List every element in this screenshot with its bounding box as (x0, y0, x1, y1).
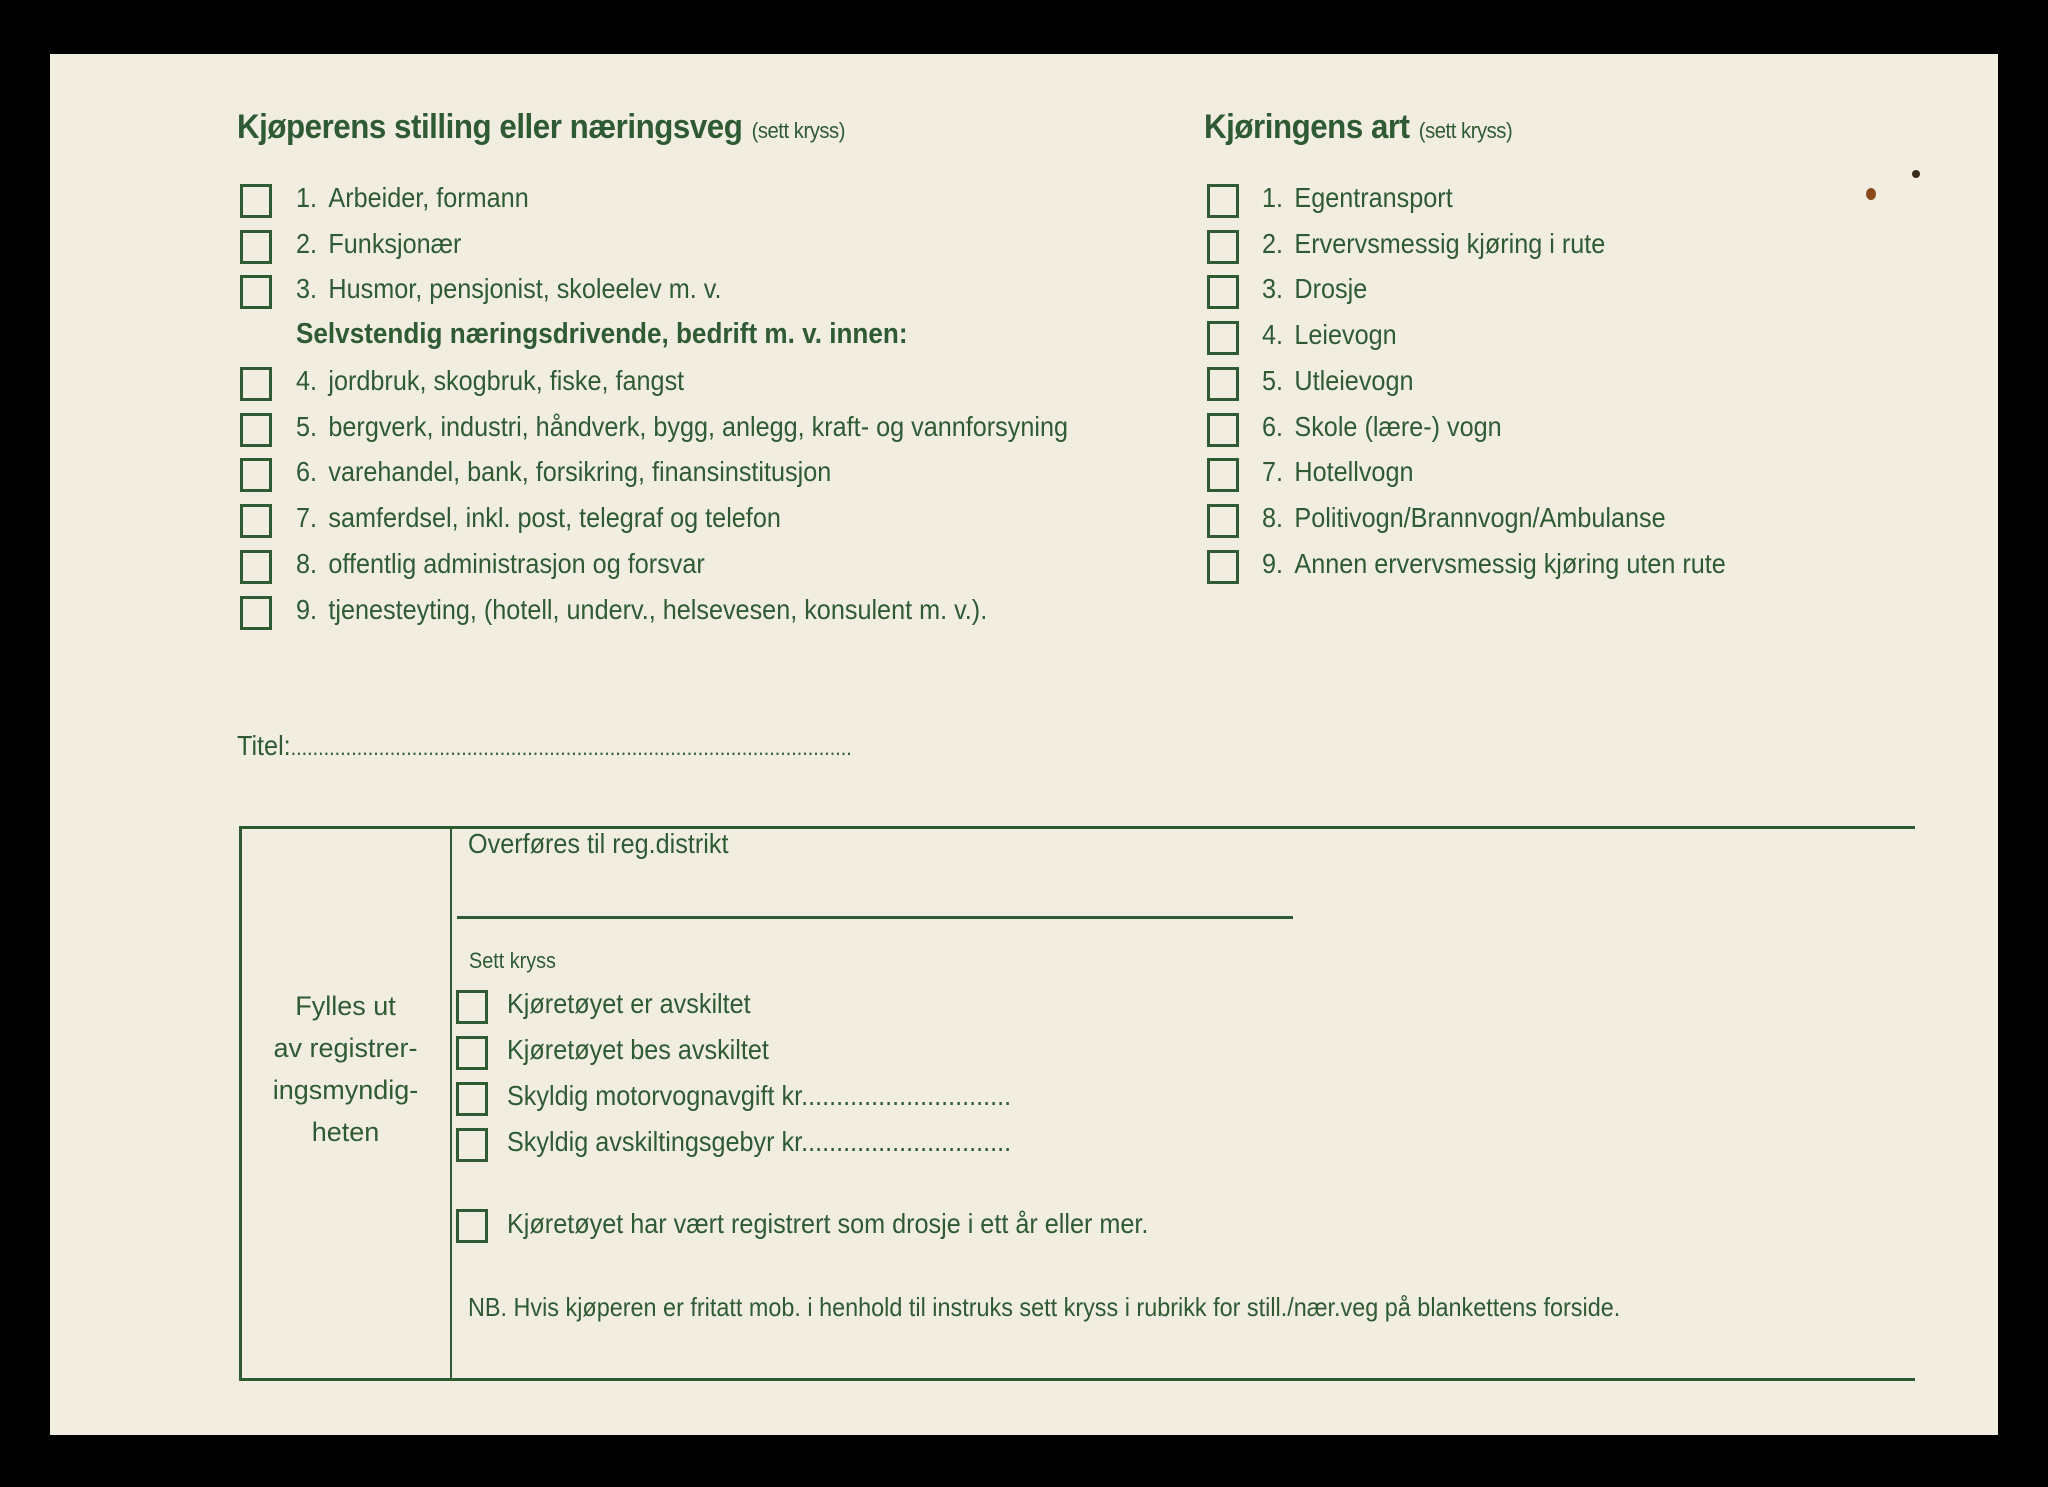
driving-type-option-5-checkbox[interactable] (1207, 367, 1239, 401)
nb-note: NB. Hvis kjøperen er fritatt mob. i henhold til instruks sett kryss i rubrikk for still./nær.veg på blankettens forside. (468, 1292, 1621, 1322)
occupation-option-7-label (296, 502, 781, 534)
item-text: Drosje (1294, 273, 1368, 305)
registry-check-1-label (507, 988, 751, 1020)
self-employed-subheading: Selvstendig næringsdrivende, bedrift m. v. innen: (296, 318, 908, 350)
stain-mark (1912, 170, 1920, 178)
item-number: 3. (1262, 273, 1284, 305)
driving-type-option-2-checkbox[interactable] (1207, 230, 1239, 264)
occupation-option-4-label (296, 365, 684, 397)
item-text: Skyldig motorvognavgift kr.............................. (507, 1080, 1012, 1111)
item-text: Skole (lære-) vogn (1294, 410, 1502, 442)
item-text: Hotellvogn (1294, 456, 1414, 488)
buyer-occupation-heading (237, 108, 845, 147)
item-text: Utleievogn (1294, 364, 1414, 396)
item-number: 2. (296, 227, 318, 259)
occupation-option-6-label (296, 456, 831, 488)
item-text: Arbeider, formann (328, 182, 529, 213)
heading-text: Kjøperens stilling eller næringsveg (237, 108, 743, 146)
item-number: 6. (296, 456, 318, 488)
occupation-option-9-checkbox[interactable] (240, 596, 272, 630)
occupation-option-5-checkbox[interactable] (240, 413, 272, 447)
driving-type-option-1-checkbox[interactable] (1207, 184, 1239, 218)
item-text: jordbruk, skogbruk, fiske, fangst (328, 365, 685, 396)
label-line: heten (311, 1117, 380, 1147)
driving-type-option-4-checkbox[interactable] (1207, 321, 1239, 355)
occupation-option-5-label (296, 411, 1068, 443)
title-dotted-line: ...................................................................................................... (290, 735, 852, 760)
stain-mark (1866, 188, 1876, 200)
driving-type-option-4-label (1262, 319, 1397, 351)
item-text: Skyldig avskiltingsgebyr kr.............................. (507, 1126, 1012, 1157)
driving-type-option-9-label (1262, 548, 1726, 580)
occupation-option-2-checkbox[interactable] (240, 230, 272, 264)
occupation-option-8-checkbox[interactable] (240, 550, 272, 584)
item-number: 1. (296, 182, 318, 213)
item-text: varehandel, bank, forsikring, finansinstitusjon (328, 456, 832, 488)
driving-type-option-2-label (1262, 228, 1605, 260)
occupation-option-7-checkbox[interactable] (240, 504, 272, 538)
item-number: 5. (1262, 364, 1284, 396)
drosje-checkbox[interactable] (456, 1209, 488, 1243)
label-line: Fylles ut (295, 991, 396, 1021)
item-text: Kjøretøyet er avskiltet (507, 988, 751, 1019)
occupation-option-1-checkbox[interactable] (240, 184, 272, 218)
item-text: Kjøretøyet bes avskiltet (507, 1034, 769, 1065)
item-text: Politivogn/Brannvogn/Ambulanse (1294, 501, 1666, 533)
title-field[interactable] (237, 730, 852, 762)
occupation-option-1-label (296, 182, 529, 214)
item-number: 1. (1262, 182, 1284, 213)
transfer-district-input-line[interactable] (457, 916, 1293, 919)
occupation-option-3-checkbox[interactable] (240, 275, 272, 309)
occupation-option-2-label (296, 228, 461, 260)
registry-check-2-label (507, 1034, 769, 1066)
item-text: offentlig administrasjon og forsvar (328, 547, 705, 579)
item-text: bergverk, industri, håndverk, bygg, anlegg, kraft- og vannforsyning (328, 410, 1069, 442)
registry-check-4-label (507, 1126, 1011, 1158)
driving-type-option-6-checkbox[interactable] (1207, 413, 1239, 447)
item-number: 2. (1262, 227, 1284, 259)
occupation-option-8-label (296, 548, 705, 580)
driving-type-option-9-checkbox[interactable] (1207, 550, 1239, 584)
item-number: 6. (1262, 410, 1284, 442)
item-text: Ervervsmessig kjøring i rute (1294, 227, 1606, 259)
driving-type-option-8-checkbox[interactable] (1207, 504, 1239, 538)
item-text: tjenesteyting, (hotell, underv., helsevesen, konsulent m. v.). (328, 593, 988, 625)
item-number: 9. (1262, 547, 1284, 579)
item-number: 4. (1262, 319, 1284, 351)
driving-type-option-6-label (1262, 411, 1502, 443)
item-text: Funksjonær (328, 227, 462, 259)
driving-type-option-7-label (1262, 456, 1413, 488)
driving-type-option-1-label (1262, 182, 1453, 214)
item-number: 8. (296, 547, 318, 579)
registry-check-3-checkbox[interactable] (456, 1082, 488, 1116)
item-number: 8. (1262, 501, 1284, 533)
title-label: Titel: (237, 730, 291, 761)
item-number: 3. (296, 273, 318, 305)
driving-type-option-8-label (1262, 502, 1666, 534)
heading-hint: (sett kryss) (751, 118, 846, 143)
item-text: samferdsel, inkl. post, telegraf og telefon (328, 502, 781, 534)
occupation-option-9-label (296, 594, 987, 626)
registry-check-1-checkbox[interactable] (456, 990, 488, 1024)
item-text: Annen ervervsmessig kjøring uten rute (1294, 547, 1726, 579)
registry-check-2-checkbox[interactable] (456, 1036, 488, 1070)
item-number: 5. (296, 410, 318, 442)
driving-type-option-5-label (1262, 365, 1413, 397)
item-number: 7. (296, 502, 318, 534)
box-bottom-border (240, 1378, 1915, 1381)
driving-type-option-3-label (1262, 273, 1367, 305)
occupation-option-6-checkbox[interactable] (240, 458, 272, 492)
item-number: 4. (296, 365, 318, 396)
registry-check-4-checkbox[interactable] (456, 1128, 488, 1162)
transfer-district-label: Overføres til reg.distrikt (468, 828, 729, 859)
label-line: av registrer- (273, 1033, 418, 1063)
item-number: 7. (1262, 456, 1284, 488)
item-text: Leievogn (1294, 319, 1397, 351)
item-number: 9. (296, 593, 318, 625)
driving-type-heading (1204, 108, 1512, 147)
item-text: Egentransport (1294, 182, 1453, 213)
occupation-option-3-label (296, 273, 721, 305)
label-line: ingsmyndig- (272, 1075, 419, 1105)
heading-hint: (sett kryss) (1418, 118, 1513, 143)
registry-authority-label (240, 985, 451, 1153)
driving-type-option-7-checkbox[interactable] (1207, 458, 1239, 492)
driving-type-option-3-checkbox[interactable] (1207, 275, 1239, 309)
heading-text: Kjøringens art (1204, 108, 1410, 146)
sett-kryss-label: Sett kryss (469, 948, 556, 973)
occupation-option-4-checkbox[interactable] (240, 367, 272, 401)
drosje-check-label: Kjøretøyet har vært registrert som drosje i ett år eller mer. (507, 1208, 1149, 1239)
item-text: Husmor, pensjonist, skoleelev m. v. (328, 273, 722, 305)
registry-check-3-label (507, 1080, 1011, 1112)
